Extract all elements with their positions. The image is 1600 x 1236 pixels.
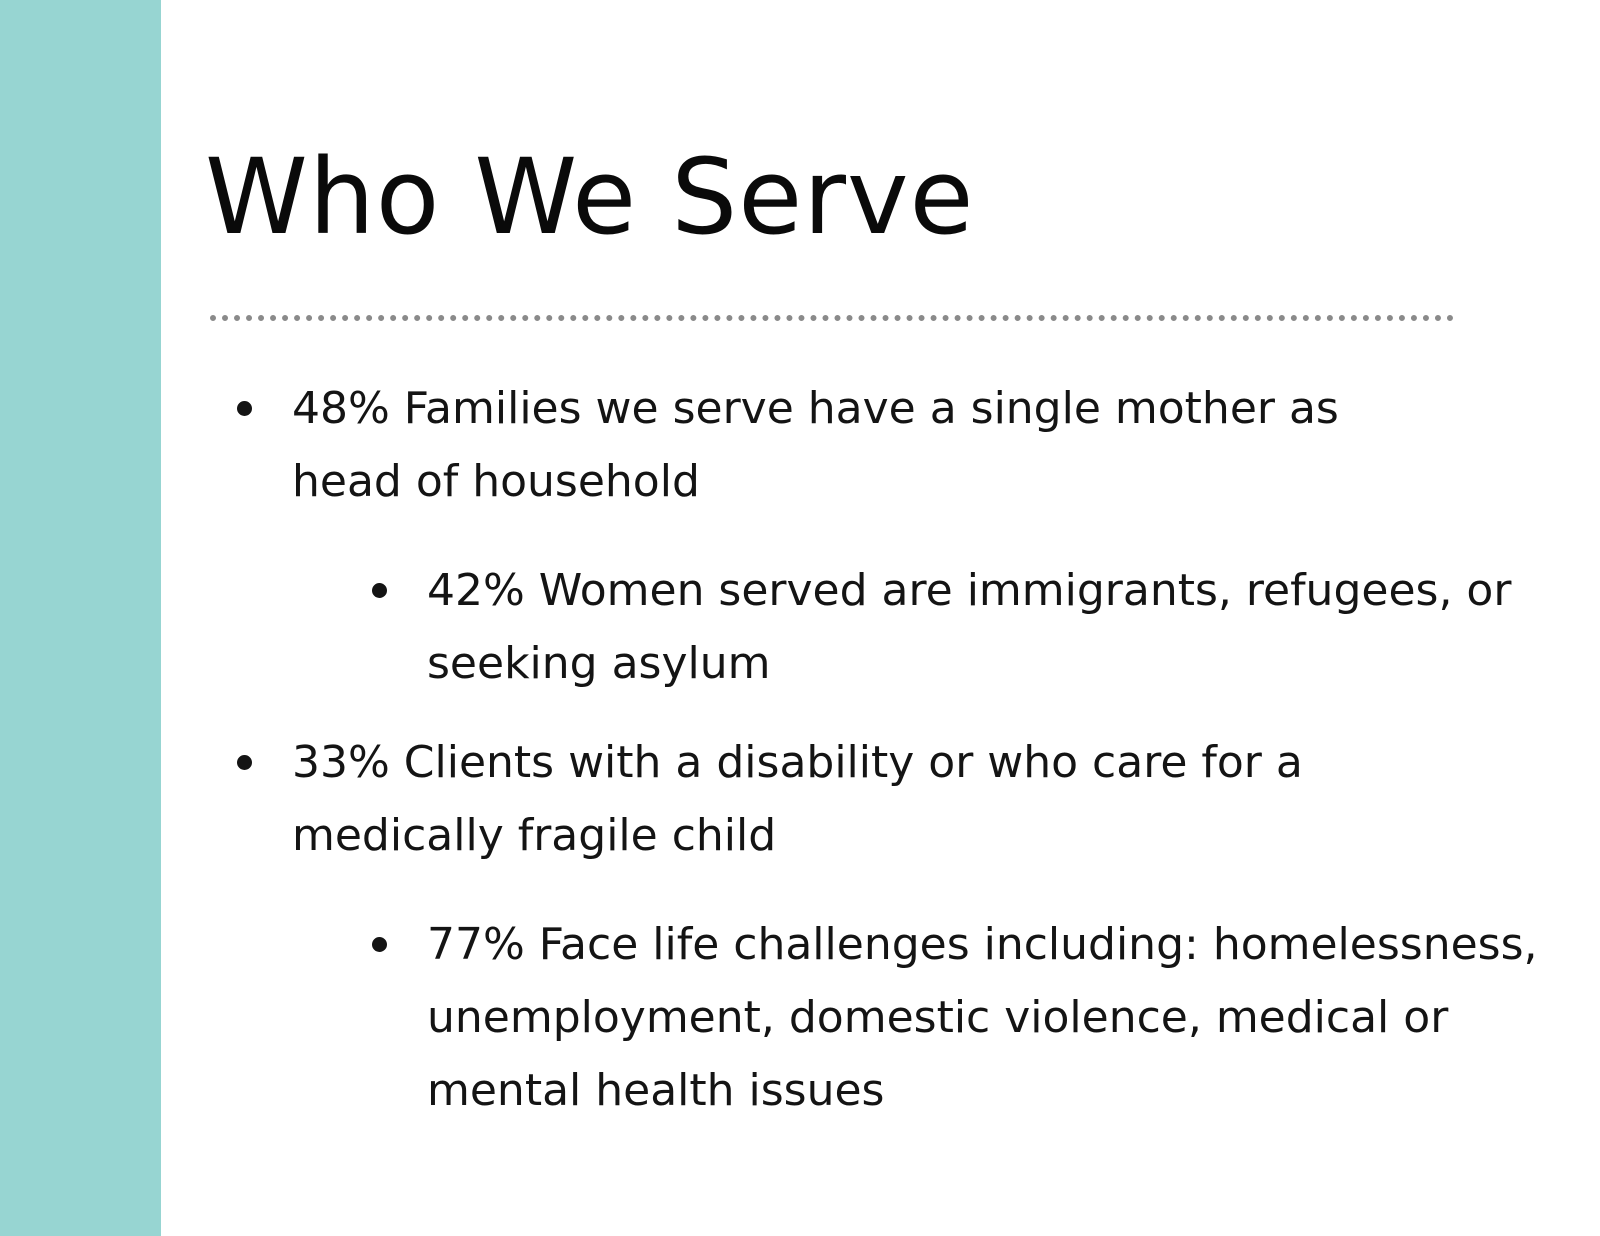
bullet-item-life-challenges (427, 908, 1557, 1127)
bullet-text: 48% Families we serve have a single mother as head of household (292, 383, 1339, 507)
page-title: Who We Serve (205, 136, 975, 258)
dotted-divider (210, 315, 1454, 321)
bullet-dot-icon (372, 937, 387, 952)
bullet-dot-icon (372, 583, 387, 598)
bullet-text: 42% Women served are immigrants, refugees, or seeking asylum (427, 565, 1512, 689)
bullet-item-women-immigrants (427, 554, 1557, 700)
sidebar-accent-bar (0, 0, 161, 1236)
bullet-text: 77% Face life challenges including: homelessness, unemployment, domestic violence, medical or mental health issues (427, 919, 1538, 1116)
bullet-dot-icon (237, 755, 252, 770)
bullet-item-families (292, 372, 1422, 518)
bullet-dot-icon (237, 401, 252, 416)
bullet-item-clients-disability (292, 726, 1422, 872)
bullet-text: 33% Clients with a disability or who care for a medically fragile child (292, 737, 1303, 861)
